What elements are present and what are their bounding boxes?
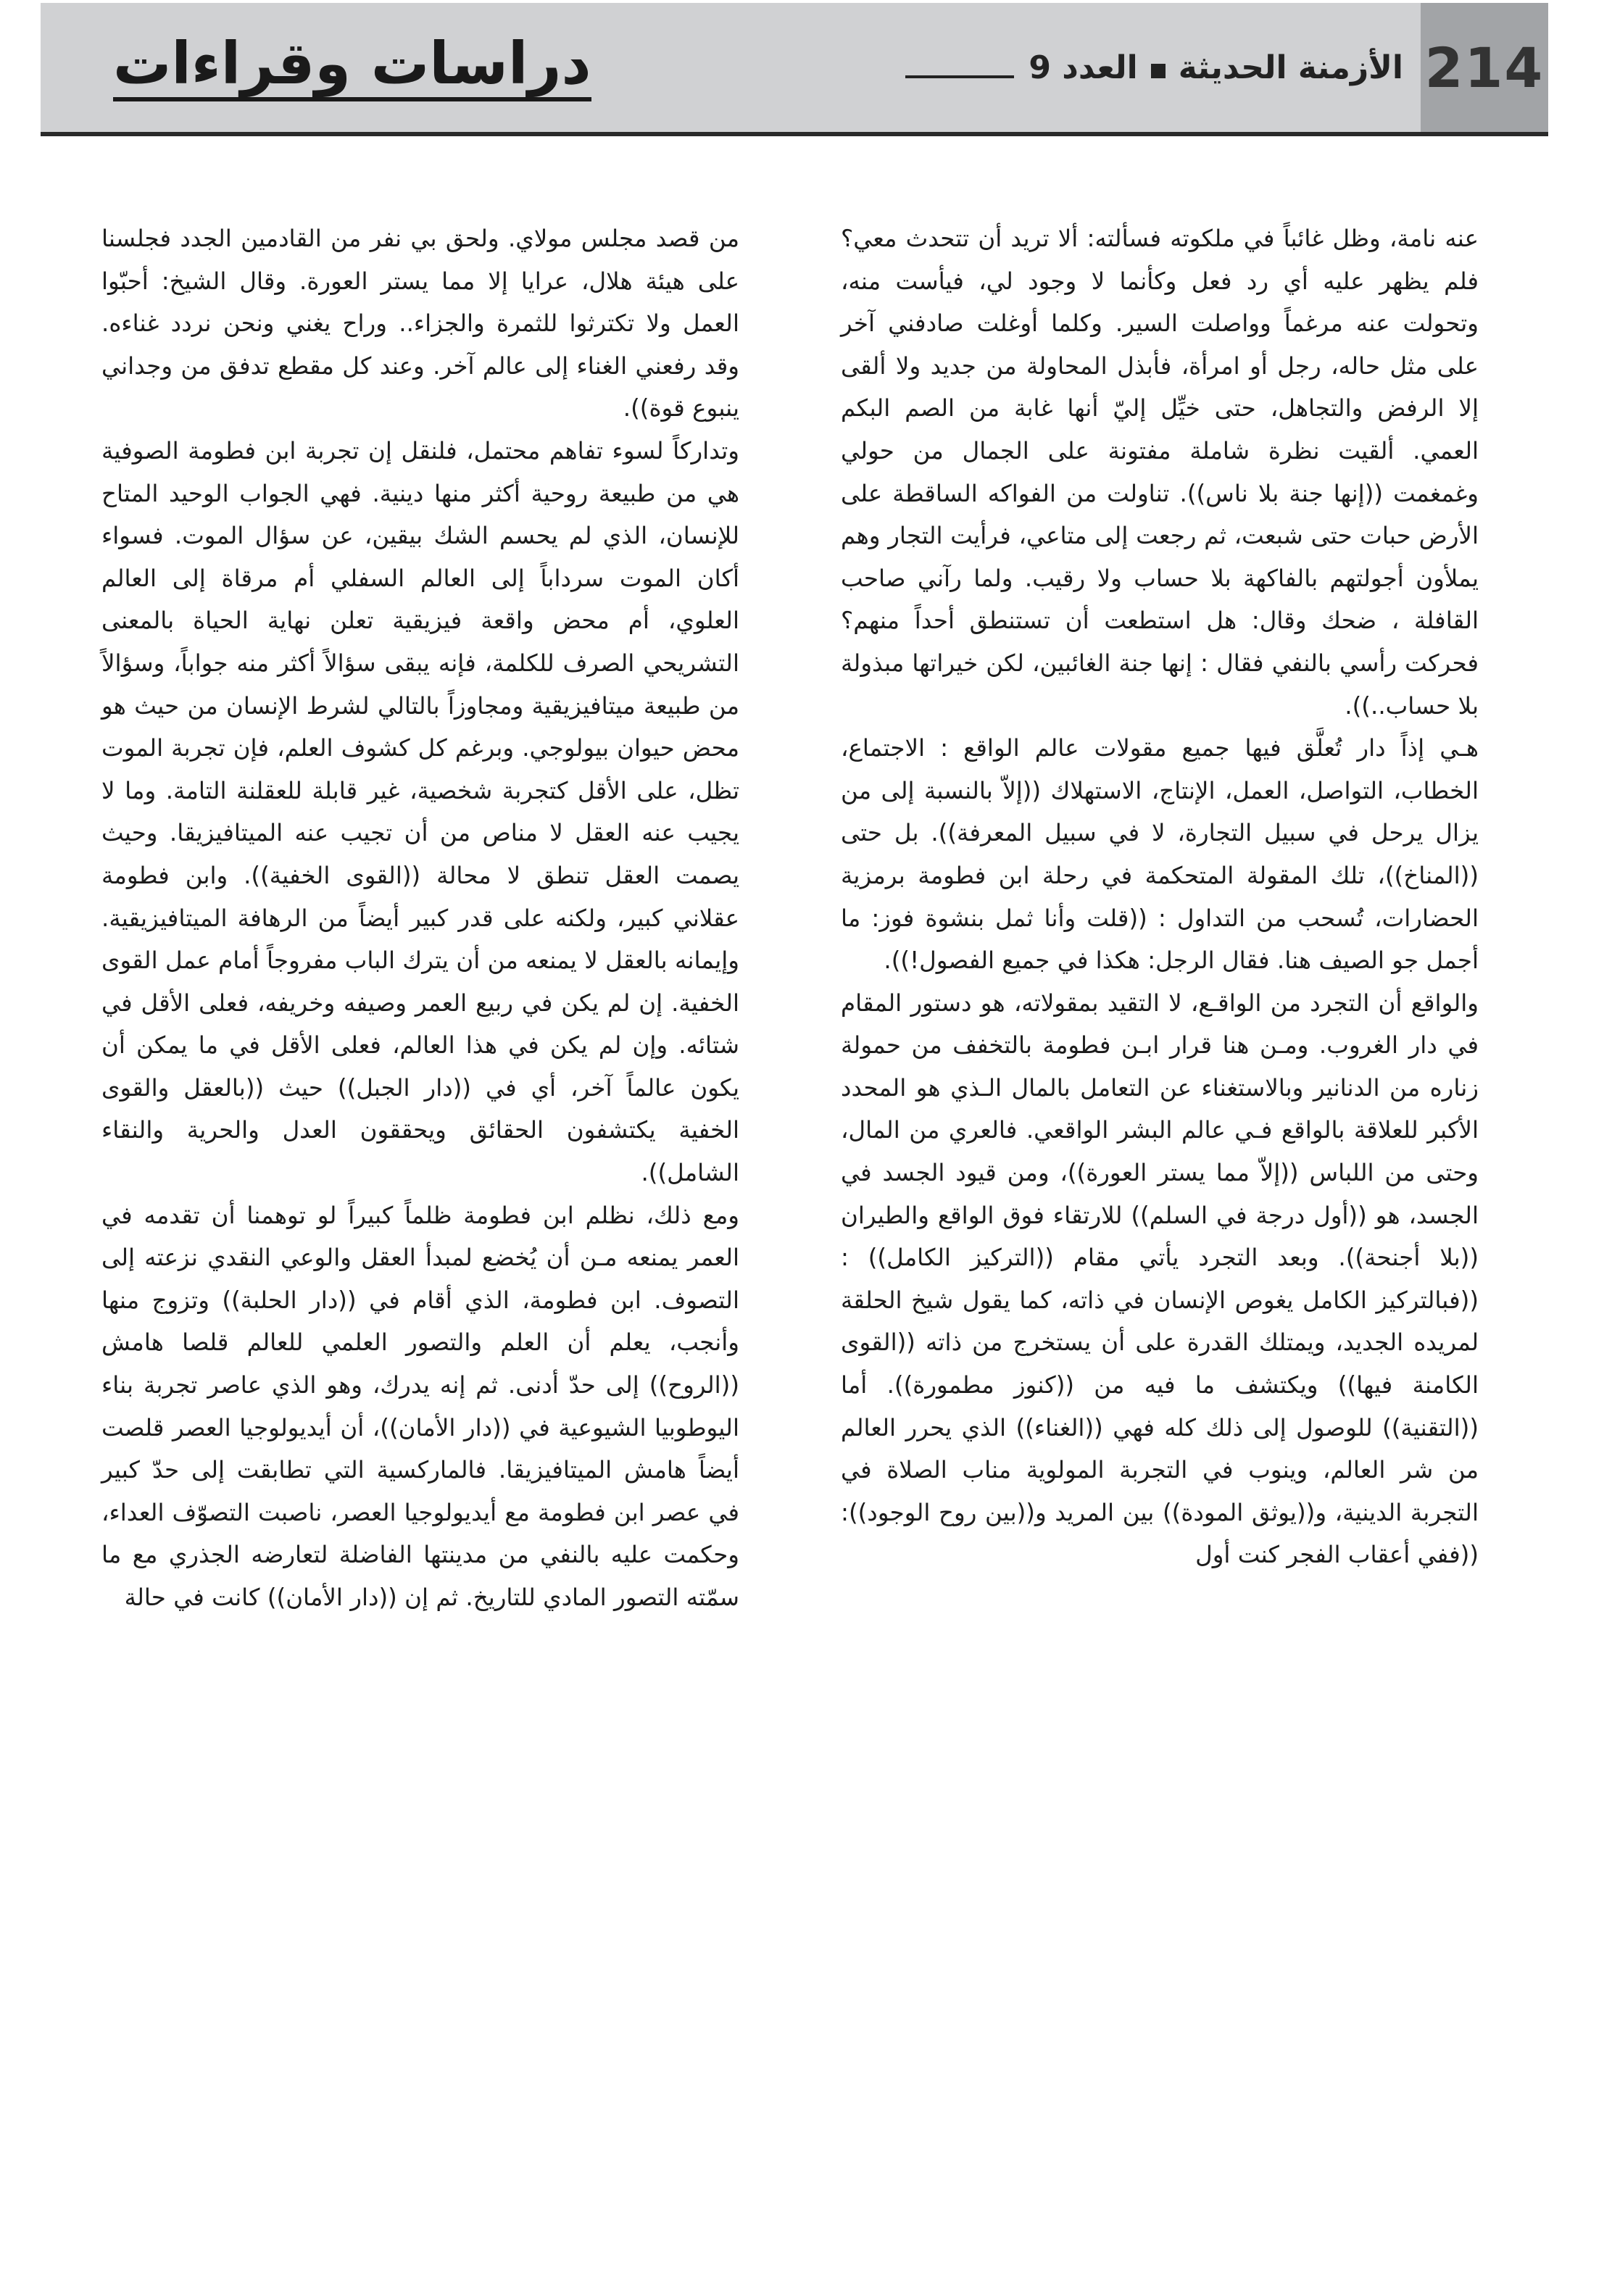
paragraph: عنه نامة، وظل غائباً في ملكوته فسألته: ألا تريد أن تتحدث معي؟ فلم يظهر عليه أي رد فعل وكأنما لا وجود لي، فيأست منه، وتحولت عنه مرغماً وواصلت السير. وكلما أوغلت صادفني آخر على مثل حاله، رجل أو امرأة، فأبذل المحاولة من جديد ولا ألقى إلا الرفض والتجاهل، حتى خيِّل إليّ أنها غابة من الصم البكم العمي. ألقيت نظرة شاملة مفتونة على الجمال من حولي وغمغمت ((إنها جنة بلا ناس)). تناولت من الفواكه الساقطة على الأرض حبات حتى شبعت، ثم رجعت إلى متاعي، فرأيت التجار وهم يملأون أجولتهم بالفاكهة بلا حساب ولا رقيب. ولما رآني صاحب القافلة ، ضحك وقال: هل استطعت أن تستنطق أحداً منهم؟ فحركت رأسي بالنفي فقال : إنها جنة الغائبين، لكن خيراتها مبذولة بلا حساب..)).	[841, 225, 1479, 720]
separator-square-icon	[1151, 64, 1166, 78]
issue-label: العدد 9	[1029, 49, 1138, 86]
running-header	[41, 3, 1548, 136]
paragraph: هـي إذاً دار تُعلَّق فيها جميع مقولات عالم الواقع : الاجتماع، الخطاب، التواصل، العمل، الإنتاج، الاستهلاك ((إلاّ بالنسبة إلى من يزال يرحل في سبيل التجارة، لا في سبيل المعرفة)). بل حتى ((المناخ))، تلك المقولة المتحكمة في رحلة ابن فطومة برمزية الحضارات، تُسحب من التداول : ((قلت وأنا ثمل بنشوة فوز: ما أجمل جو الصيف هنا. فقال الرجل: هكذا في جميع الفصول!)).	[841, 734, 1479, 975]
page-number-box	[1421, 3, 1548, 132]
journal-name: الأزمنة الحديثة	[1178, 49, 1403, 86]
journal-issue-line	[905, 49, 1403, 86]
paragraph: ومع ذلك، نظلم ابن فطومة ظلماً كبيراً لو توهمنا أن تقدمه في العمر يمنعه مـن أن يُخضع لمبدأ العقل والوعي النقدي نزعته إلى التصوف. ابن فطومة، الذي أقام في ((دار الحلبة)) وتزوج منها وأنجب، يعلم أن العلم والتصور العلمي للعالم قلصا هامش ((الروح)) إلى حدّ أدنى. ثم إنه يدرك، وهو الذي عاصر تجربة بناء اليوطوبيا الشيوعية في ((دار الأمان))، أن أيديولوجيا العصر قلصت أيضاً هامش الميتافيزيقا. فالماركسية التي تطابقت إلى حدّ كبير في عصر ابن فطومة مع أيديولوجيا العصر، ناصبت التصوّف العداء، وحكمت عليه بالنفي من مدينتها الفاضلة لتعارضه الجذري مع ما سمّته التصور المادي للتاريخ. ثم إن ((دار الأمان)) كانت في حالة	[101, 1201, 739, 1611]
page-number: 214	[1424, 35, 1545, 100]
paragraph: والواقع أن التجرد من الواقـع، لا التقيد بمقولاته، هو دستور المقام في دار الغروب. ومـن هنا قرار ابـن فطومة بالتخفف من حمولة زناره من الدنانير وبالاستغناء عن التعامل بالمال الـذي هو المحدد الأكبر للعلاقة بالواقع فـي عالم البشر الواقعي. فالعري من المال، وحتى من اللباس ((إلاّ مما يستر العورة))، ومن قيود الجسد في الجسد، هو ((أول درجة في السلم)) للارتقاء فوق الواقع والطيران ((بلا أجنحة)). وبعد التجرد يأتي مقام ((التركيز الكامل)) : ((فبالتركيز الكامل يغوص الإنسان في ذاته، كما يقول شيخ الحلقة لمريده الجديد، ويمتلك القدرة على أن يستخرج من ذاته ((القوى الكامنة فيها)) ويكتشف ما فيه من ((كنوز مطمورة)). أما ((التقنية)) للوصول إلى ذلك كله فهي ((الغناء)) الذي يحرر العالم من شر العالم، وينوب في التجربة المولوية مناب الصلاة في التجربة الدينية، و((يوثق المودة)) بين المريد و((بين روح الوجود)): ((ففي أعقاب الفجر كنت أول	[841, 989, 1479, 1569]
header-rule	[905, 75, 1014, 78]
paragraph: وتداركاً لسوء تفاهم محتمل، فلنقل إن تجربة ابن فطومة الصوفية هي من طبيعة روحية أكثر منها دينية. فهي الجواب الوحيد المتاح للإنسان، الذي لم يحسم الشك بيقين، عن سؤال الموت. فسواء أكان الموت سرداباً إلى العالم السفلي أم مرقاة إلى العالم العلوي، أم محض واقعة فيزيقية تعلن نهاية الحياة بالمعنى التشريحي الصرف للكلمة، فإنه يبقى سؤالاً أكثر منه جواباً، وسؤالاً من طبيعة ميتافيزيقية ومجاوزاً بالتالي لشرط الإنسان من حيث هو محض حيوان بيولوجي. وبرغم كل كشوف العلم، فإن تجربة الموت تظل، على الأقل كتجربة شخصية، غير قابلة للعقلنة التامة. وما لا يجيب عنه العقل لا مناص من أن تجيب عنه الميتافيزيقا. وحيث يصمت العقل تنطق لا محالة ((القوى الخفية)). وابن فطومة عقلاني كبير، ولكنه على قدر كبير أيضاً من الرهافة الميتافيزيقية. وإيمانه بالعقل لا يمنعه من أن يترك الباب مفروجاً أمام عمل القوى الخفية. إن لم يكن في ربيع العمر وصيفه وخريفه، فعلى الأقل في شتائه. وإن لم يكن في هذا العالم، فعلى الأقل في ما يمكن أن يكون عالماً آخر، أي في ((دار الجبل)) حيث ((بالعقل والقوى الخفية يكتشفون الحقائق ويحققون العدل والحرية والنقاء الشامل)).	[101, 436, 739, 1187]
right-column	[841, 217, 1479, 1576]
section-title: دراسات وقراءات	[113, 32, 591, 101]
left-column	[101, 217, 739, 1619]
paragraph: من قصد مجلس مولاي. ولحق بي نفر من القادمين الجدد فجلسنا على هيئة هلال، عرايا إلا مما يستر العورة. وقال الشيخ: أحبّوا العمل ولا تكترثوا للثمرة والجزاء.. وراح يغني ونحن نردد غناءه. وقد رفعني الغناء إلى عالم آخر. وعند كل مقطع تدفق من وجداني ينبوع قوة)).	[101, 225, 739, 423]
